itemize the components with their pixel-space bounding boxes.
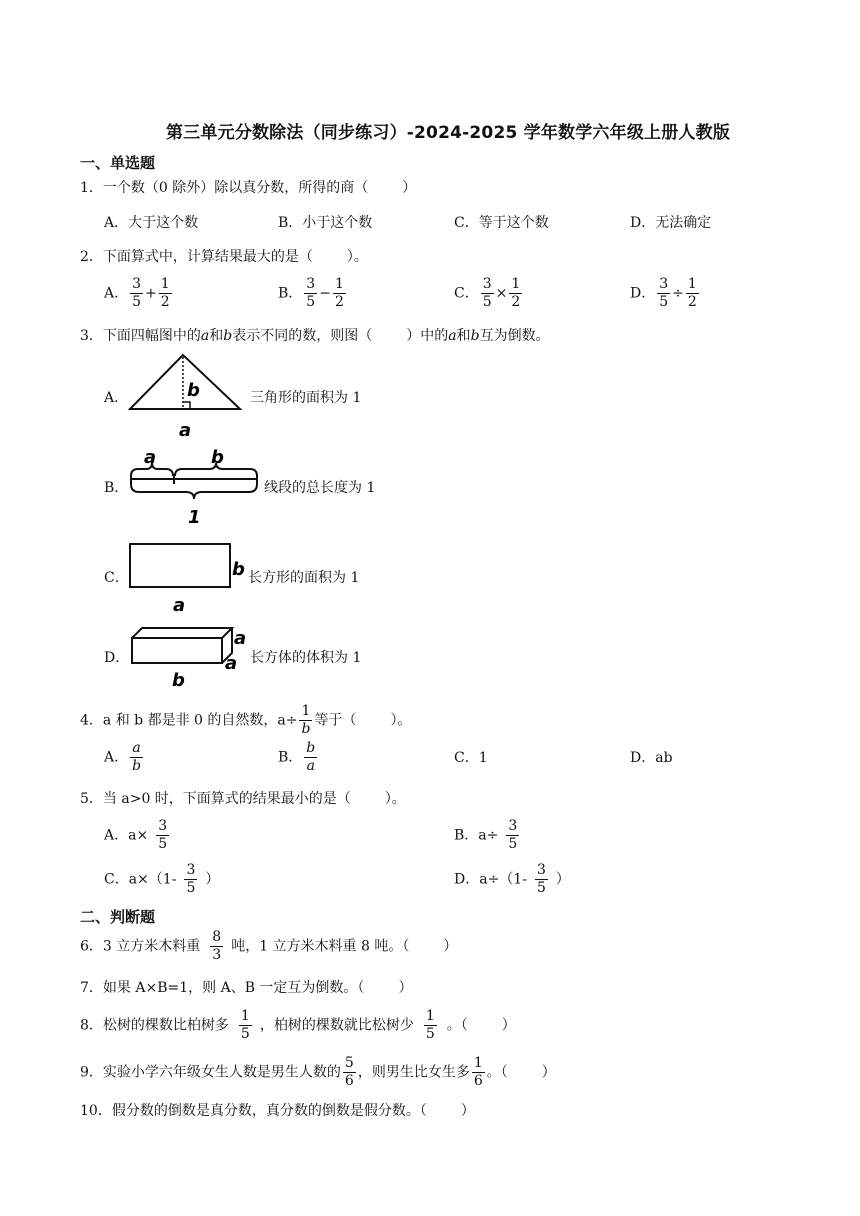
q3-option-d-caption: 长方体的体积为 1 bbox=[250, 650, 362, 666]
q1-option-a[interactable]: A．大于这个数 bbox=[104, 215, 199, 231]
q5-option-b[interactable]: B．a÷ $\frac{3}{5}$ bbox=[454, 818, 518, 852]
triangle-figure bbox=[125, 352, 245, 442]
question-4: 4．a 和 b 都是非 0 的自然数，a÷ $\frac{1}{b}$ 等于（ ）。 bbox=[80, 703, 412, 737]
q3-option-a-label[interactable]: A． bbox=[104, 390, 129, 406]
q5-option-c[interactable]: C．a×（1- $\frac{3}{5}$ ） bbox=[104, 862, 220, 896]
question-stem: 一个数（0 除外）除以真分数，所得的商（ bbox=[102, 180, 369, 196]
question-7: 7．如果 A×B=1，则 A、B 一定互为倒数。（ ） bbox=[80, 980, 413, 996]
q3-option-c-caption: 长方形的面积为 1 bbox=[248, 570, 360, 586]
q1-option-b[interactable]: B．小于这个数 bbox=[278, 215, 373, 231]
rectangle-length-label: a bbox=[173, 595, 186, 616]
q4-option-c[interactable]: C．1 bbox=[454, 750, 488, 766]
q1-option-c[interactable]: C．等于这个数 bbox=[454, 215, 549, 231]
q5-option-a[interactable]: A．a× $\frac{3}{5}$ bbox=[104, 818, 168, 852]
question-2: 2．下面算式中，计算结果最大的是（ ）。 bbox=[80, 249, 368, 265]
q2-option-b[interactable]: B． $\frac{3}{5}$ − $\frac{1}{2}$ bbox=[278, 276, 344, 310]
q2-option-a[interactable]: A． $\frac{3}{5}$ + $\frac{1}{2}$ bbox=[104, 276, 170, 310]
cuboid-length-label: b bbox=[172, 670, 185, 691]
cuboid-width-label: a bbox=[225, 653, 238, 674]
q2-option-d[interactable]: D． $\frac{3}{5}$ ÷ $\frac{1}{2}$ bbox=[630, 276, 697, 310]
question-8: 8．松树的棵数比柏树多 $\frac{1}{5}$ ，柏树的棵数就比松树少 $\frac{1}{5}$ 。（ ） bbox=[80, 1008, 516, 1042]
segment-total-label: 1 bbox=[188, 507, 201, 528]
q4-option-a[interactable]: A． $\frac{a}{b}$ bbox=[104, 740, 142, 774]
document-title: 第三单元分数除法（同步练习）-2024-2025 学年数学六年级上册人教版 bbox=[165, 123, 731, 143]
q5-option-d[interactable]: D．a÷（1- $\frac{3}{5}$ ） bbox=[454, 862, 570, 896]
rectangle-figure bbox=[126, 540, 248, 616]
cuboid-height-label: a bbox=[234, 628, 247, 649]
q3-option-b-label[interactable]: B． bbox=[104, 480, 129, 496]
segment-figure bbox=[126, 444, 262, 528]
q2-option-c[interactable]: C． $\frac{3}{5}$ × $\frac{1}{2}$ bbox=[454, 276, 521, 310]
question-9: 9．实验小学六年级女生人数是男生人数的 $\frac{5}{6}$ ，则男生比女生多 $\frac{1}{6}$ 。（ ） bbox=[80, 1055, 556, 1089]
triangle-base-label: a bbox=[179, 420, 192, 441]
q4-option-b[interactable]: B． $\frac{b}{a}$ bbox=[278, 740, 316, 774]
rectangle-width-label: b bbox=[232, 559, 245, 580]
question-1: 1．一个数（0 除外）除以真分数，所得的商（ ） bbox=[80, 180, 417, 196]
question-number: 1． bbox=[80, 180, 103, 196]
segment-a-label: a bbox=[144, 447, 157, 468]
section-heading-true-false: 二、判断题 bbox=[80, 908, 156, 926]
segment-b-label: b bbox=[211, 447, 224, 468]
question-5: 5．当 a>0 时，下面算式的结果最小的是（ ）。 bbox=[80, 791, 406, 807]
q3-option-b-caption: 线段的总长度为 1 bbox=[264, 480, 376, 496]
q3-option-d-label[interactable]: D． bbox=[104, 650, 130, 666]
q4-option-d[interactable]: D．ab bbox=[630, 750, 673, 766]
question-3: 3．下面四幅图中的a和b表示不同的数，则图（ ）中的a和b互为倒数。 bbox=[80, 328, 550, 344]
question-6: 6．3 立方米木料重 $\frac{8}{3}$ 吨，1 立方米木料重 8 吨。（ ） bbox=[80, 929, 458, 963]
q3-option-c-label[interactable]: C． bbox=[104, 570, 129, 586]
section-heading-single-choice: 一、单选题 bbox=[80, 154, 156, 172]
q3-option-a-caption: 三角形的面积为 1 bbox=[250, 390, 362, 406]
triangle-height-label: b bbox=[187, 380, 200, 401]
question-10: 10．假分数的倒数是真分数，真分数的倒数是假分数。（ ） bbox=[80, 1103, 475, 1119]
cuboid-figure bbox=[126, 620, 252, 692]
q1-option-d[interactable]: D．无法确定 bbox=[630, 215, 712, 231]
